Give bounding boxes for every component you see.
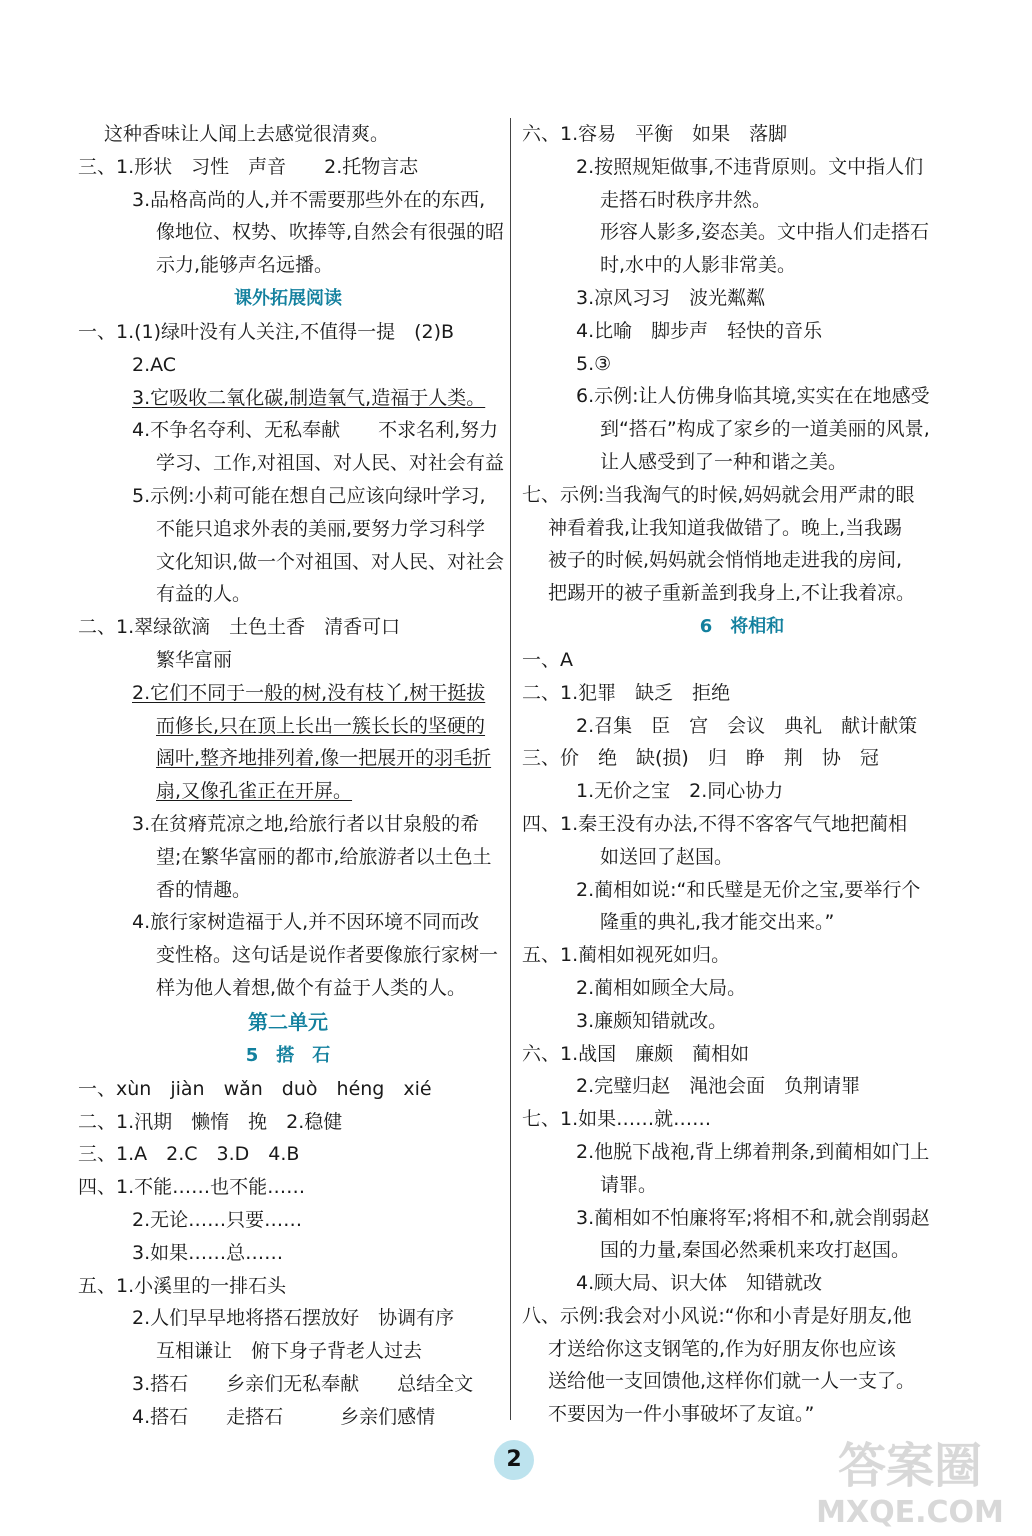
answer-line: 望;在繁华富丽的都市,给旅游者以土色土 — [156, 845, 492, 868]
answer-line: 神看着我,让我知道我做错了。晚上,当我踢 — [548, 516, 903, 539]
answer-line: 互相谦让 俯下身子背老人过去 — [156, 1340, 423, 1363]
answer-line: 4.顾大局、识大体 知错就改 — [576, 1272, 823, 1295]
answer-line: 三、1.形状 习性 声音 2.托物言志 — [78, 155, 419, 178]
answer-line: 5.示例:小莉可能在想自己应该向绿叶学习, — [132, 484, 486, 507]
answer-line: 5.③ — [576, 352, 612, 375]
answer-line: 2.AC — [132, 353, 177, 376]
answer-line: 1.无价之宝 2.同心协力 — [576, 780, 784, 803]
right-column — [522, 118, 962, 1431]
answer-line: 一、A — [522, 648, 573, 671]
answer-line: 学习、工作,对祖国、对人民、对社会有益 — [156, 452, 505, 475]
answer-line: 走搭石时秩序井然。 — [600, 188, 772, 211]
answer-line — [78, 677, 498, 710]
answer-line: 四、1.不能……也不能…… — [78, 1176, 306, 1199]
answer-line: 2.他脱下战袍,背上绑着荆条,到蔺相如门上 — [576, 1140, 930, 1163]
answer-line: 八、示例:我会对小风说:“你和小青是好朋友,他 — [522, 1304, 912, 1327]
column-divider — [510, 118, 511, 1420]
answer-line: 不能只追求外表的美丽,要努力学习科学 — [156, 517, 486, 540]
answer-line: 这种香味让人闻上去感觉很清爽。 — [104, 123, 390, 145]
answer-line: 像地位、权势、吹捧等,自然会有很强的昭 — [156, 221, 505, 244]
answer-line: 示力,能够声名远播。 — [156, 254, 334, 277]
answer-line: 2.人们早早地将搭石摆放好 协调有序 — [132, 1307, 455, 1330]
answer-line: 6.示例:让人仿佛身临其境,实实在在地感受 — [576, 385, 930, 408]
answer-line: 繁华富丽 — [156, 648, 233, 671]
answer-line: 二、1.翠绿欲滴 土色土香 清香可口 — [78, 616, 401, 639]
answer-line: 一、xùn jiàn wǎn duò héng xié — [78, 1077, 432, 1100]
answer-line: 如送回了赵国。 — [600, 845, 734, 868]
answer-line: 请罪。 — [600, 1173, 658, 1196]
answer-line: 七、1.如果……就…… — [522, 1108, 712, 1131]
answer-line: 到“搭石”构成了家乡的一道美丽的风景, — [600, 418, 930, 441]
answer-line: 六、1.战国 廉颇 蔺相如 — [522, 1042, 750, 1065]
section-heading: 课外拓展阅读 — [234, 287, 342, 309]
answer-line: 被子的时候,妈妈就会悄悄地走进我的房间, — [548, 549, 903, 572]
answer-line: 五、1.小溪里的一排石头 — [78, 1274, 287, 1297]
svg-text:MXQE.COM: MXQE.COM — [816, 1495, 1004, 1530]
answer-line: 3.蔺相如不怕廉将军;将相不和,就会削弱赵 — [576, 1206, 930, 1229]
answer-line: 把踢开的被子重新盖到我身上,不让我着凉。 — [548, 582, 916, 605]
answer-line — [78, 775, 498, 808]
answer-line: 四、1.秦王没有办法,不得不客客气气地把蔺相 — [522, 812, 908, 835]
answer-line: 三、1.A 2.C 3.D 4.B — [78, 1143, 300, 1166]
left-column — [78, 118, 505, 1433]
answer-line: 3.在贫瘠荒凉之地,给旅行者以甘泉般的希 — [132, 812, 480, 835]
answer-line: 一、1.(1)绿叶没有人关注,不值得一提 (2)B — [78, 320, 455, 343]
answer-line: 4.比喻 脚步声 轻快的音乐 — [576, 319, 823, 342]
answer-line: 4.旅行家树造福于人,并不因环境不同而改 — [132, 911, 480, 934]
section-heading: 5 搭 石 — [245, 1044, 331, 1066]
watermark-logo — [800, 1430, 1020, 1530]
section-heading: 6 将相和 — [699, 615, 785, 637]
answer-line: 2.按照规矩做事,不违背原则。文中指人们 — [576, 155, 924, 178]
answer-line: 二、1.犯罪 缺乏 拒绝 — [522, 681, 731, 704]
answer-line: 4.不争名夺利、无私奉献 不求名利,努力 — [132, 419, 499, 442]
answer-line: 三、价 绝 缺(损) 归 睁 荆 协 冠 — [522, 747, 879, 770]
answer-line: 3.品格高尚的人,并不需要那些外在的东西, — [132, 188, 486, 211]
answer-line: 文化知识,做一个对祖国、对人民、对社会 — [156, 550, 505, 573]
answer-line: 香的情趣。 — [156, 878, 252, 901]
answer-line: 形容人影多,姿态美。文中指人们走搭石 — [600, 221, 930, 244]
answer-line — [78, 382, 498, 415]
answer-line: 2.完璧归赵 渑池会面 负荆请罪 — [576, 1075, 861, 1098]
answer-line: 国的力量,秦国必然乘机来攻打赵国。 — [600, 1239, 911, 1262]
answer-line: 3.搭石 乡亲们无私奉献 总结全文 — [132, 1372, 474, 1395]
answer-line: 2.蔺相如说:“和氏璧是无价之宝,要举行个 — [576, 878, 921, 901]
underlined-text: 3.它吸收二氧化碳,制造氧气,造福于人类。 — [132, 386, 486, 409]
underlined-text: 阔叶,整齐地排列着,像一把展开的羽毛折 — [156, 747, 492, 770]
answer-line: 有益的人。 — [156, 583, 252, 606]
answer-line: 二、1.汛期 懒惰 挽 2.稳健 — [78, 1110, 343, 1133]
answer-line: 五、1.蔺相如视死如归。 — [522, 944, 731, 967]
answer-line: 七、示例:当我淘气的时候,妈妈就会用严肃的眼 — [522, 483, 915, 506]
answer-line: 2.蔺相如顾全大局。 — [576, 976, 747, 999]
answer-line: 让人感受到了一种和谐之美。 — [600, 450, 848, 473]
answer-line: 时,水中的人影非常美。 — [600, 254, 797, 277]
answer-line — [78, 742, 498, 775]
answer-line: 2.无论……只要…… — [132, 1208, 303, 1231]
answer-line: 隆重的典礼,我才能交出来。” — [600, 911, 835, 934]
answer-line: 送给他一支回馈他,这样你们就一人一支了。 — [548, 1370, 916, 1393]
underlined-text: 2.它们不同于一般的树,没有枝丫,树干挺拔 — [132, 681, 486, 704]
answer-line: 3.如果……总…… — [132, 1241, 284, 1264]
svg-text:答案圈: 答案圈 — [837, 1438, 983, 1494]
answer-line: 变性格。这句话是说作者要像旅行家树一 — [156, 944, 499, 967]
answer-line: 3.廉颇知错就改。 — [576, 1009, 728, 1032]
page-number: 2 — [494, 1440, 534, 1480]
section-heading: 第二单元 — [248, 1009, 328, 1034]
answer-line: 4.搭石 走搭石 乡亲们感情 — [132, 1405, 436, 1428]
answer-line — [78, 710, 498, 743]
answer-line: 六、1.容易 平衡 如果 落脚 — [522, 123, 788, 145]
underlined-text: 而修长,只在顶上长出一簇长长的坚硬的 — [156, 714, 486, 737]
underlined-text: 扇,又像孔雀正在开屏。 — [156, 780, 353, 803]
answer-line: 2.召集 臣 宫 会议 典礼 献计献策 — [576, 714, 918, 737]
answer-line: 3.凉风习习 波光粼粼 — [576, 286, 766, 309]
answer-line: 样为他人着想,做个有益于人类的人。 — [156, 976, 467, 999]
answer-line: 才送给你这支钢笔的,作为好朋友你也应该 — [548, 1337, 897, 1360]
answer-line: 不要因为一件小事破坏了友谊。” — [548, 1403, 815, 1426]
